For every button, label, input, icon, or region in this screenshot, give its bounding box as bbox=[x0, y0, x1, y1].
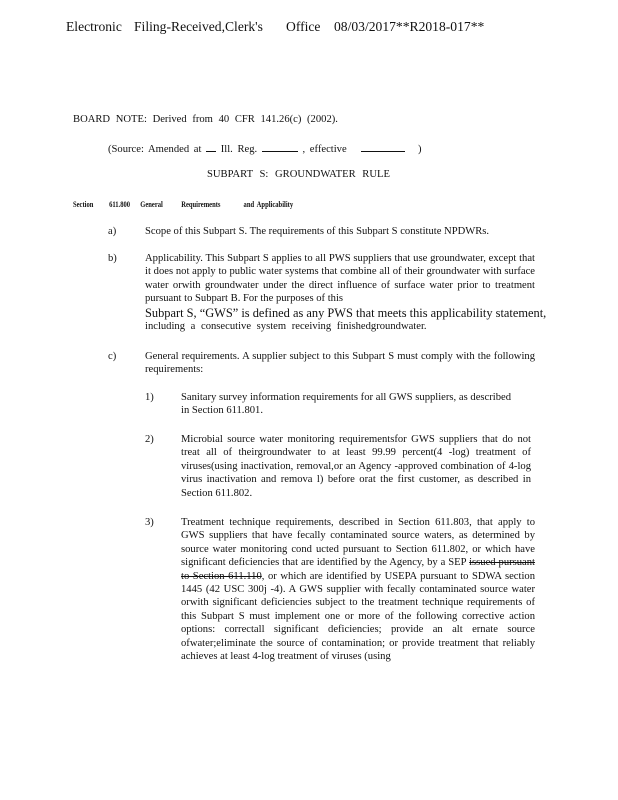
item-c3-text bbox=[181, 516, 535, 663]
item-a-text: Scope of this Subpart S. The requirements of this Subpart S constitute NPDWRs. bbox=[145, 226, 490, 237]
source-volume-blank bbox=[206, 141, 216, 152]
section-word-requirements: Requirements bbox=[181, 200, 221, 209]
item-a-label: a) bbox=[108, 226, 117, 237]
item-c-label: c) bbox=[108, 351, 117, 362]
item-c3-struck-text: issued pursuant to Section 611.110 bbox=[181, 557, 536, 582]
section-word-general: General bbox=[140, 200, 163, 209]
section-number: 611.800 bbox=[109, 200, 131, 209]
source-close: ) bbox=[417, 144, 422, 155]
section-heading bbox=[73, 198, 319, 211]
item-b-consecutive: including a consecutive system receiving finishedgroundwater. bbox=[145, 320, 427, 332]
subpart-title: SUBPART S: GROUNDWATER RULE bbox=[207, 169, 390, 180]
item-b-text: Applicability. This Subpart S applies to all PWS suppliers that use groundwater, except that it does not apply to public water systems that combine all of their groundwater with surface water orwith groundwater under the direct influence of surface water prior to treatment pursuant to Subpart B. For the purposes of this bbox=[145, 253, 535, 305]
item-c3-text-after: , or which are identified by USEPA pursuant to SDWA section 1445 (42 USC 300j -4). A GWS supplier with fecally contaminated source water orwith significant deficiencies subject to the treatment technique requirements of this Subpart S must implement one or more of the following corrective action options: correctall significant deficiencies; provide an alt ernate source ofwater;eliminate the source of contamination; or provide treatment that reliably achieves at least 4-log treatment of viruses (using bbox=[181, 570, 535, 663]
item-c2-label: 2) bbox=[145, 434, 154, 445]
header-date-docket: 08/03/2017**R2018-017** bbox=[334, 19, 485, 34]
section-label: Section bbox=[73, 200, 94, 209]
item-c-text: General requirements. A supplier subject to this Subpart S must comply with the following requirements: bbox=[145, 351, 535, 376]
item-c1-label: 1) bbox=[145, 392, 154, 403]
source-effective: , effective bbox=[302, 144, 347, 155]
board-note: BOARD NOTE: Derived from 40 CFR 141.26(c) (2002). bbox=[73, 114, 338, 125]
item-c1-text: Sanitary survey information requirements for all GWS suppliers, as described in Section 611.801. bbox=[181, 392, 511, 417]
header-filing-received: Filing-Received,Clerk's bbox=[134, 19, 263, 34]
source-page-blank bbox=[262, 141, 298, 152]
source-prefix: (Source: Amended at bbox=[108, 144, 202, 155]
source-middle: Ill. Reg. bbox=[220, 144, 258, 155]
item-b-block bbox=[145, 252, 547, 333]
item-c3-text-before: Treatment technique requirements, described in Section 611.803, that apply to GWS suppliers that have fecally contaminated source waters, as determined by source water monitoring cond ucted pursuant to Section 611.802, or which have significant deficiencies that are identified by the Agency, by a SEP bbox=[181, 517, 535, 569]
header-electronic: Electronic bbox=[66, 19, 122, 34]
item-c2-text: Microbial source water monitoring requirementsfor GWS suppliers that do not treat all of theirgroundwater to at least 99.99 percent(4 -log) treatment of viruses(using inactivation, removal,or an Agency -approved combination of 4-log virus inactivation and remova l) before orat the first customer, as described in Section 611.802. bbox=[181, 434, 531, 499]
source-note bbox=[108, 141, 448, 156]
section-word-applicability: Applicability bbox=[256, 200, 294, 209]
filing-header bbox=[66, 19, 586, 35]
item-b-definition: Subpart S, “GWS” is defined as any PWS that meets this applicability statement, bbox=[145, 305, 547, 320]
source-date-blank bbox=[361, 141, 405, 152]
header-office: Office bbox=[286, 19, 321, 34]
item-b-label: b) bbox=[108, 253, 117, 264]
item-c3-label: 3) bbox=[145, 517, 154, 528]
section-word-and: and bbox=[243, 200, 255, 209]
